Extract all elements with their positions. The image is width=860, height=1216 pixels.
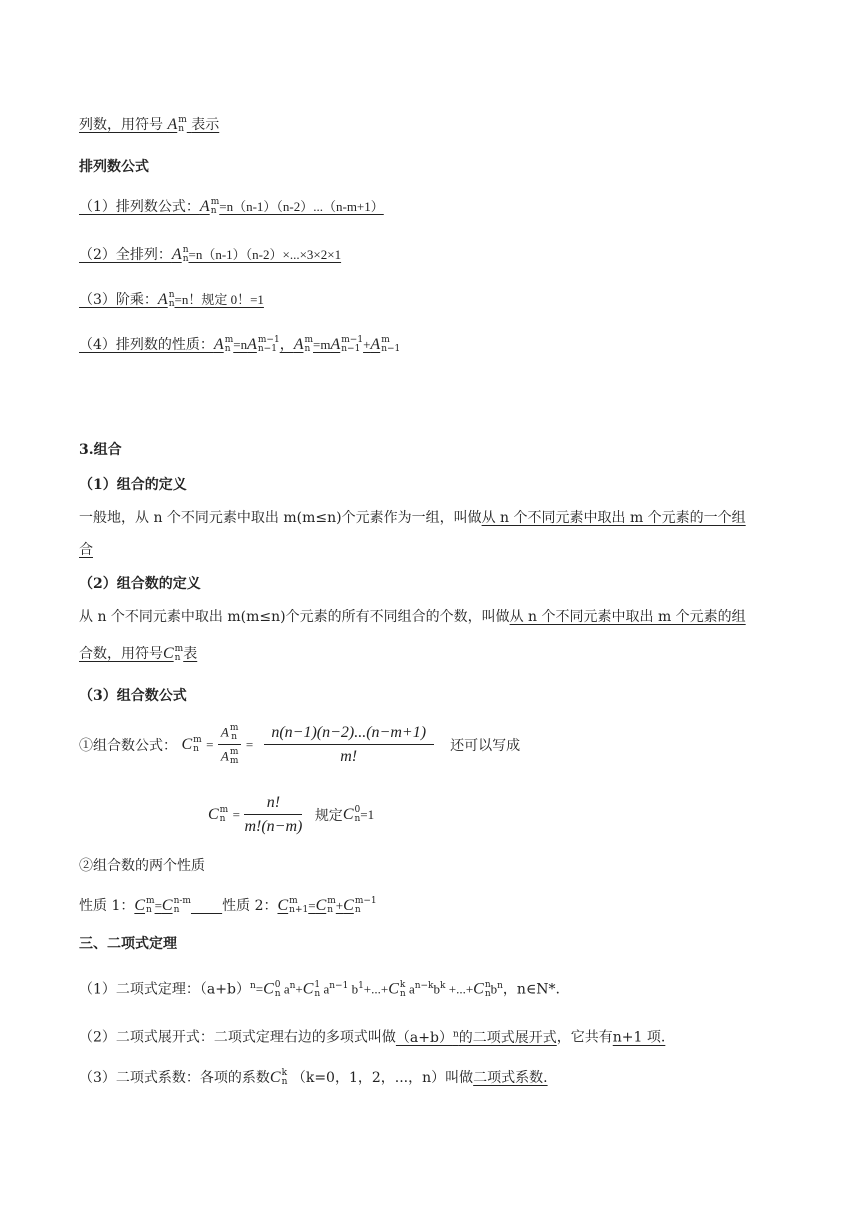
binomial-expansion: （2）二项式展开式：二项式定理右边的多项式叫做$(a+b)^n$的二项式展开式，它共有n+1 项.: [79, 1029, 666, 1046]
combo-num-def-cont: 合数，用符号C m n 表: [79, 644, 198, 663]
combo-def-cont: 合: [79, 542, 93, 558]
combo-num-def-heading: （2）组合数的定义: [79, 576, 201, 592]
combo-formula-1: ①组合数公式： C m n = A m n A m m = $\frac{n(n-1)(n-2)...(n-m+1)}{m!}$ 还可以写成: [79, 723, 521, 766]
combo-formula-heading: （3）组合数公式: [79, 688, 187, 704]
combo-properties-heading: ②组合数的两个性质: [79, 858, 205, 874]
permutation-symbol-line: 列数，用符号 A m n 表示: [79, 115, 220, 134]
section-3-title: 3.组合: [79, 442, 122, 458]
perm-formula-1: （1）排列数公式：A m n =n（n-1）（n-2）...（n-m+1）: [79, 197, 384, 216]
combo-def-text: 一般地，从 n 个不同元素中取出 m(m≤n)个元素作为一组，叫做从 n 个不同元素中取出 m 个元素的一个组: [79, 510, 746, 526]
binomial-section-title: 三、二项式定理: [79, 936, 177, 952]
perm-formula-3: （3）阶乘：A n n =n！规定 0！=1: [79, 290, 264, 309]
perm-formula-2: （2）全排列：A n n =n（n-1）（n-2）×...×3×2×1: [79, 245, 342, 264]
perm-formula-heading: 排列数公式: [79, 159, 149, 175]
perm-formula-4: （4）排列数的性质：A m n =nA m−1 n−1 ，A m n =mA m−1 n−1 +A m n−1: [79, 335, 401, 354]
binomial-theorem: （1）二项式定理：$(a+b)^n=C$ 0 n $a^n+C$ 1 n $a^{n-1}$ $b^1+...+C$ k n $a^{n-k}b^k +...+C$ n n $b^n$，n∈N*.: [79, 979, 561, 999]
combo-properties: 性质 1：C m n =C n-m n 性质 2：C m n+1 =C m n +C m−1 n: [79, 896, 377, 915]
binomial-coefficient: （3）二项式系数：各项的系数C k n （k=0，1，2，...，n）叫做二项式系数.: [79, 1068, 548, 1087]
combo-def-heading: （1）组合的定义: [79, 477, 187, 493]
combo-formula-alt: C m n = $\frac{n!}{m!(n-m)}$ 规定C 0 n =1: [208, 794, 375, 835]
combo-num-def-text: 从 n 个不同元素中取出 m(m≤n)个元素的所有不同组合的个数，叫做从 n 个不同元素中取出 m 个元素的组: [79, 609, 746, 625]
